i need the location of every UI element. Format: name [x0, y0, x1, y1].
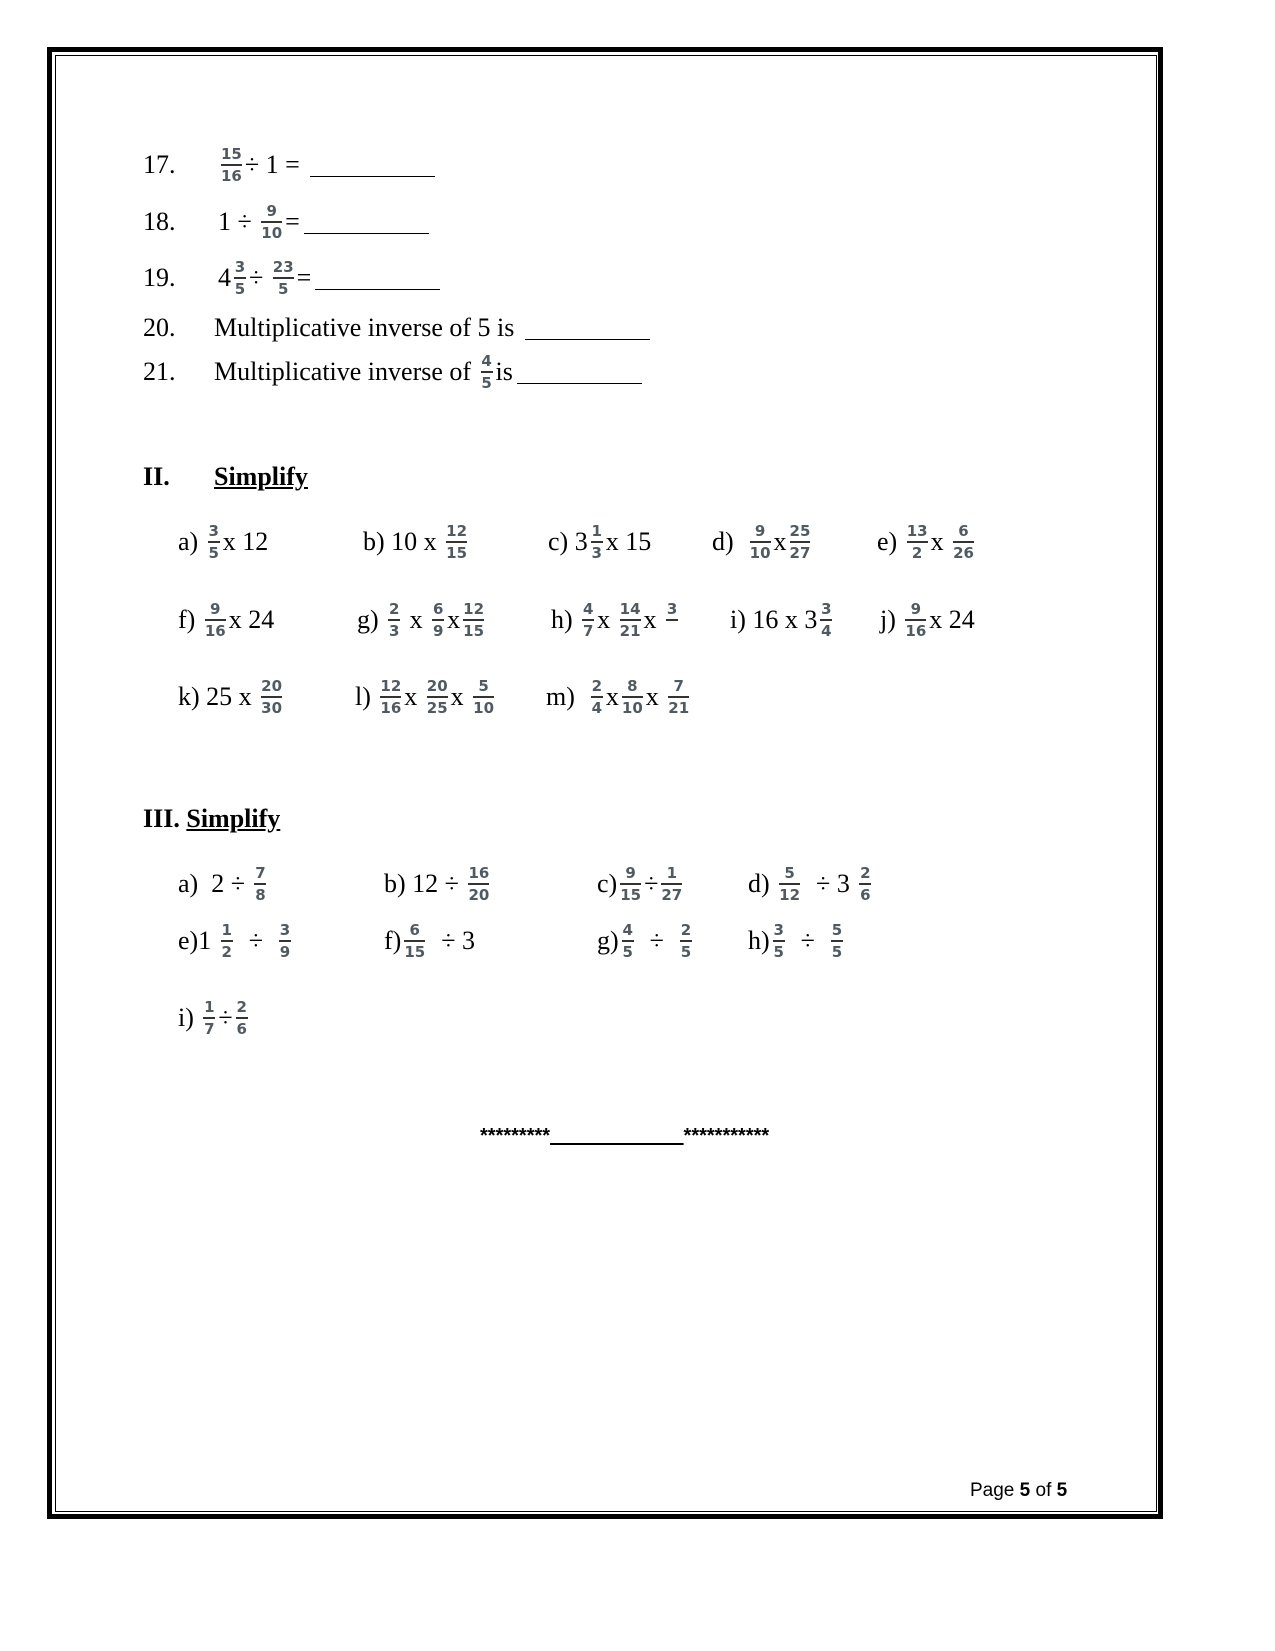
- question-number: 18.: [143, 207, 176, 236]
- fraction-denominator: 5: [278, 279, 289, 298]
- division-item: [597, 854, 685, 914]
- fraction-numerator: 20: [426, 677, 448, 696]
- fraction: [905, 601, 926, 639]
- fraction-numerator: 4: [622, 921, 633, 940]
- fraction-denominator: 5: [622, 942, 633, 961]
- fraction-numerator: 2: [236, 998, 247, 1017]
- item-label: e): [877, 527, 898, 556]
- fraction-numerator: 5: [784, 864, 795, 883]
- division-item: [748, 911, 846, 971]
- item-label: g): [597, 926, 619, 955]
- fraction-numerator: 12: [446, 522, 468, 541]
- fraction: [666, 601, 678, 639]
- simplify-item: [880, 590, 975, 650]
- expression-text: x: [645, 682, 666, 711]
- expression-text: ÷: [644, 869, 659, 898]
- item-label: k): [178, 682, 200, 711]
- expression-text: 25 x: [206, 682, 259, 711]
- fraction-denominator: 6: [860, 885, 871, 904]
- fraction-numerator: 13: [906, 522, 928, 541]
- fraction: [773, 922, 785, 960]
- division-item: [748, 854, 874, 914]
- division-item: [178, 911, 294, 971]
- simplify-item: [363, 512, 470, 572]
- expression-text: x: [643, 605, 664, 634]
- item-label: h): [551, 605, 573, 634]
- fraction-denominator: 16: [221, 166, 242, 185]
- question-18: [218, 192, 429, 252]
- fraction: [208, 523, 220, 561]
- fraction-denominator: 16: [204, 621, 226, 640]
- page-current: 5: [1019, 1480, 1031, 1501]
- fraction: [831, 922, 843, 960]
- divider-underline: ____________: [550, 1125, 684, 1147]
- answer-blank[interactable]: [310, 154, 435, 177]
- division-item: [384, 854, 492, 914]
- expression-text: 10 x: [391, 527, 444, 556]
- fraction-denominator: 15: [463, 621, 485, 640]
- fraction-denominator: 5: [234, 279, 246, 298]
- fraction-bar: [221, 164, 242, 166]
- expression-text: Multiplicative inverse of 5 is: [214, 313, 521, 342]
- fraction-numerator: 1: [666, 864, 678, 883]
- page-word: Page: [970, 1480, 1015, 1501]
- item-label: f): [178, 605, 196, 634]
- divider-stars-left: *********: [480, 1125, 551, 1147]
- fraction-numerator: 23: [272, 258, 294, 277]
- fraction-numerator: 2: [680, 921, 692, 940]
- fraction: [427, 678, 448, 716]
- fraction-numerator: 3: [208, 522, 219, 541]
- answer-blank[interactable]: [517, 361, 642, 384]
- fraction: [205, 601, 226, 639]
- fraction-numerator: 9: [625, 864, 636, 883]
- item-label: b): [384, 869, 406, 898]
- fraction: [468, 865, 489, 903]
- fraction-bar: [261, 221, 282, 223]
- expression-text: 1: [198, 926, 218, 955]
- fraction-numerator: 9: [266, 202, 277, 221]
- fraction: [907, 523, 928, 561]
- simplify-item: [551, 590, 681, 650]
- fraction-bar: [680, 940, 692, 942]
- fraction-bar: [622, 940, 634, 942]
- expression-text: [581, 682, 588, 712]
- expression-text: x: [404, 682, 424, 711]
- fraction: [236, 999, 248, 1037]
- expression-text: [740, 527, 747, 557]
- fraction-denominator: 4: [821, 621, 832, 640]
- fraction: [779, 865, 800, 903]
- fraction-numerator: 9: [754, 522, 766, 541]
- fraction: [234, 259, 246, 297]
- simplify-item: [712, 512, 813, 572]
- expression-text: 1 ÷: [218, 207, 259, 236]
- fraction-bar: [279, 940, 291, 942]
- fraction: [622, 922, 634, 960]
- item-label: b): [363, 527, 385, 556]
- fraction-bar: [668, 696, 689, 698]
- fraction-bar: [666, 619, 678, 621]
- fraction-denominator: 7: [204, 1019, 215, 1038]
- divider-stars-right: ***********: [683, 1125, 770, 1147]
- fraction: [203, 999, 215, 1037]
- expression-text: x 15: [605, 527, 652, 556]
- fraction-denominator: 21: [619, 621, 641, 640]
- fraction: [463, 601, 484, 639]
- fraction-bar: [750, 541, 771, 543]
- expression-text: ÷: [249, 263, 270, 292]
- fraction: [620, 601, 641, 639]
- section-2-heading: [143, 462, 308, 492]
- simplify-item: [877, 512, 977, 572]
- fraction-denominator: 21: [668, 698, 690, 717]
- fraction-bar: [427, 696, 448, 698]
- section-3-heading: [143, 804, 280, 834]
- expression-text: 12 ÷: [405, 869, 466, 898]
- fraction-denominator: 5: [680, 942, 692, 961]
- item-label: i): [730, 605, 746, 634]
- fraction-denominator: 4: [591, 698, 603, 717]
- fraction-denominator: 15: [620, 885, 642, 904]
- answer-blank[interactable]: [304, 211, 429, 234]
- fraction: [668, 678, 689, 716]
- fraction-bar: [905, 619, 926, 621]
- fraction-bar: [446, 541, 467, 543]
- expression-text: x: [930, 527, 951, 556]
- fraction: [221, 922, 233, 960]
- fraction-bar: [261, 696, 282, 698]
- fraction-denominator: 16: [380, 698, 402, 717]
- fraction-numerator: 9: [210, 600, 221, 619]
- fraction-numerator: 6: [432, 600, 444, 619]
- fraction-numerator: 4: [481, 352, 492, 371]
- fraction-numerator: 9: [910, 600, 922, 619]
- fraction-denominator: 5: [773, 942, 784, 961]
- item-label: h): [748, 926, 770, 955]
- fraction: [481, 353, 493, 391]
- item-label: g): [357, 605, 379, 634]
- fraction: [404, 922, 425, 960]
- question-number: 20.: [143, 313, 176, 342]
- fraction-numerator: 2: [388, 600, 400, 619]
- fraction-denominator: 5: [831, 942, 843, 961]
- section-3-numeral: III.: [143, 804, 180, 833]
- simplify-item: [178, 512, 268, 572]
- fraction-denominator: 15: [446, 543, 468, 562]
- item-label: f): [384, 926, 402, 955]
- fraction-bar: [820, 619, 832, 621]
- expression-text: ÷: [218, 1003, 233, 1032]
- expression-text: ÷ 3: [803, 869, 857, 898]
- question-number: 17.: [143, 150, 176, 179]
- fraction-bar: [773, 940, 785, 942]
- fraction-bar: [481, 371, 493, 373]
- expression-text: =: [285, 207, 300, 236]
- item-label: e): [178, 926, 199, 955]
- expression-text: 2 ÷: [198, 869, 252, 898]
- fraction-numerator: 5: [478, 677, 489, 696]
- fraction-denominator: 10: [473, 698, 495, 717]
- section-2-title: Simplify: [214, 462, 308, 491]
- expression-text: ÷ 3: [428, 926, 475, 955]
- fraction-denominator: 7: [582, 621, 594, 640]
- expression-text: x 12: [222, 527, 269, 556]
- fraction-numerator: 16: [468, 864, 490, 883]
- fraction-denominator: 10: [261, 223, 283, 242]
- fraction-bar: [907, 541, 928, 543]
- expression-text: 16 x 3: [752, 605, 818, 634]
- fraction: [820, 601, 832, 639]
- fraction: [750, 523, 771, 561]
- expression-text: x: [773, 527, 787, 556]
- expression-text: x: [447, 605, 461, 634]
- item-label: m): [546, 682, 575, 711]
- fraction-bar: [661, 883, 682, 885]
- division-item: [178, 854, 269, 914]
- fraction-denominator: 3: [591, 543, 602, 562]
- fraction: [680, 922, 692, 960]
- fraction-numerator: 7: [673, 677, 684, 696]
- item-label: l): [355, 682, 371, 711]
- fraction: [261, 678, 282, 716]
- fraction: [261, 203, 282, 241]
- division-item: [597, 911, 695, 971]
- expression-text: 3: [574, 527, 588, 556]
- fraction-bar: [831, 940, 843, 942]
- fraction-numerator: 8: [627, 677, 638, 696]
- fraction-numerator: 3: [666, 600, 678, 619]
- fraction-denominator: 10: [749, 543, 771, 562]
- fraction-denominator: 25: [426, 698, 448, 717]
- fraction-bar: [236, 1017, 248, 1019]
- fraction-bar: [622, 696, 643, 698]
- simplify-item: [357, 590, 487, 650]
- fraction-denominator: 12: [779, 885, 801, 904]
- expression-text: =: [296, 263, 312, 292]
- simplify-item: [548, 512, 651, 572]
- fraction-numerator: 3: [279, 921, 291, 940]
- fraction-denominator: 6: [236, 1019, 247, 1038]
- fraction: [279, 922, 291, 960]
- expression-text: x 24: [929, 605, 975, 634]
- fraction: [661, 865, 682, 903]
- section-3-title: Simplify: [186, 804, 281, 833]
- fraction-bar: [432, 619, 444, 621]
- item-label: c): [548, 527, 569, 556]
- fraction-numerator: 1: [221, 921, 232, 940]
- expression-text: ÷: [636, 926, 677, 955]
- expression-text: is: [495, 357, 513, 386]
- fraction-denominator: 9: [279, 942, 291, 961]
- simplify-item: [178, 667, 285, 727]
- fraction-numerator: 1: [591, 522, 602, 541]
- fraction: [388, 601, 400, 639]
- fraction: [446, 523, 467, 561]
- fraction-bar: [404, 940, 425, 942]
- fraction-numerator: 2: [591, 677, 603, 696]
- fraction: [582, 601, 594, 639]
- fraction-denominator: 27: [789, 543, 811, 562]
- fraction-denominator: 15: [404, 942, 426, 961]
- question-number: 21.: [143, 357, 176, 386]
- answer-blank[interactable]: [315, 267, 440, 290]
- expression-text: x: [403, 605, 430, 634]
- expression-text: ÷ 1 =: [244, 150, 307, 179]
- expression-text: x: [605, 682, 619, 711]
- section-2-numeral: II.: [143, 462, 170, 491]
- fraction-numerator: 1: [204, 998, 215, 1017]
- fraction-numerator: 2: [860, 864, 871, 883]
- fraction: [953, 523, 974, 561]
- fraction-denominator: 26: [953, 543, 974, 562]
- fraction-bar: [463, 619, 484, 621]
- fraction-bar: [380, 696, 401, 698]
- item-label: a): [178, 527, 199, 556]
- fraction-denominator: 8: [255, 885, 266, 904]
- fraction-bar: [620, 619, 641, 621]
- answer-blank[interactable]: [525, 317, 650, 340]
- fraction-bar: [591, 541, 603, 543]
- fraction: [254, 865, 266, 903]
- fraction-bar: [221, 940, 233, 942]
- fraction-bar: [953, 541, 974, 543]
- expression-text: [194, 1003, 201, 1033]
- fraction-numerator: 20: [261, 677, 283, 696]
- fraction-numerator: 4: [582, 600, 594, 619]
- fraction-numerator: 12: [380, 677, 402, 696]
- of-word: of: [1035, 1480, 1052, 1501]
- fraction-bar: [234, 277, 246, 279]
- fraction-denominator: 30: [261, 698, 283, 717]
- expression-text: Multiplicative inverse of: [214, 357, 478, 386]
- fraction: [790, 523, 811, 561]
- fraction-bar: [468, 883, 489, 885]
- fraction-denominator: 3: [388, 621, 400, 640]
- fraction-bar: [779, 883, 800, 885]
- expression-text: x 24: [228, 605, 275, 634]
- fraction-bar: [388, 619, 400, 621]
- fraction-numerator: 6: [409, 921, 420, 940]
- fraction-numerator: 3: [821, 600, 832, 619]
- fraction-bar: [203, 1017, 215, 1019]
- fraction: [432, 601, 444, 639]
- item-label: a): [178, 869, 199, 898]
- fraction: [859, 865, 871, 903]
- fraction-numerator: 25: [789, 522, 811, 541]
- fraction-numerator: 7: [255, 864, 266, 883]
- fraction-bar: [582, 619, 594, 621]
- fraction-bar: [473, 696, 494, 698]
- item-label: j): [880, 605, 896, 634]
- fraction-bar: [591, 696, 603, 698]
- question-17: [218, 135, 435, 195]
- item-label: d): [748, 869, 770, 898]
- fraction-denominator: 10: [621, 698, 643, 717]
- simplify-item: [730, 590, 835, 650]
- question-number: 19.: [143, 263, 176, 292]
- fraction-numerator: 3: [234, 258, 246, 277]
- fraction-denominator: 5: [481, 373, 492, 392]
- page-number: [970, 1480, 1067, 1502]
- fraction-denominator: 9: [432, 621, 444, 640]
- simplify-item: [355, 667, 497, 727]
- fraction-denominator: 5: [208, 543, 219, 562]
- question-21: [214, 342, 642, 402]
- fraction-denominator: 16: [905, 621, 927, 640]
- item-label: c): [597, 869, 618, 898]
- fraction-bar: [273, 277, 294, 279]
- fraction-bar: [790, 541, 811, 543]
- item-label: i): [178, 1003, 194, 1032]
- fraction: [473, 678, 494, 716]
- fraction-bar: [208, 541, 220, 543]
- simplify-item: [178, 590, 274, 650]
- expression-text: [770, 869, 777, 899]
- fraction-denominator: 27: [661, 885, 683, 904]
- division-item: [178, 988, 251, 1048]
- simplify-item: [546, 667, 692, 727]
- fraction: [591, 678, 603, 716]
- fraction-numerator: 12: [463, 600, 485, 619]
- fraction-numerator: 14: [619, 600, 641, 619]
- fraction-numerator: 3: [773, 921, 784, 940]
- expression-text: 4: [218, 263, 231, 292]
- fraction: [620, 865, 641, 903]
- expression-text: x: [450, 682, 471, 711]
- fraction: [622, 678, 643, 716]
- expression-text: x: [597, 605, 617, 634]
- fraction: [591, 523, 603, 561]
- page-total: 5: [1056, 1480, 1068, 1501]
- fraction-denominator: 2: [221, 942, 232, 961]
- division-item: [384, 911, 475, 971]
- fraction: [380, 678, 401, 716]
- fraction-numerator: 15: [221, 145, 242, 164]
- fraction-numerator: 6: [958, 522, 969, 541]
- expression-text: ÷: [787, 926, 828, 955]
- fraction-numerator: 5: [831, 921, 843, 940]
- fraction-denominator: 20: [468, 885, 490, 904]
- end-divider: [480, 1125, 769, 1148]
- fraction-bar: [205, 619, 226, 621]
- fraction-denominator: 2: [911, 543, 923, 562]
- expression-text: ÷: [235, 926, 276, 955]
- fraction: [221, 146, 242, 184]
- item-label: d): [712, 527, 734, 556]
- fraction-bar: [620, 883, 641, 885]
- fraction-bar: [859, 883, 871, 885]
- fraction-bar: [254, 883, 266, 885]
- fraction: [273, 259, 294, 297]
